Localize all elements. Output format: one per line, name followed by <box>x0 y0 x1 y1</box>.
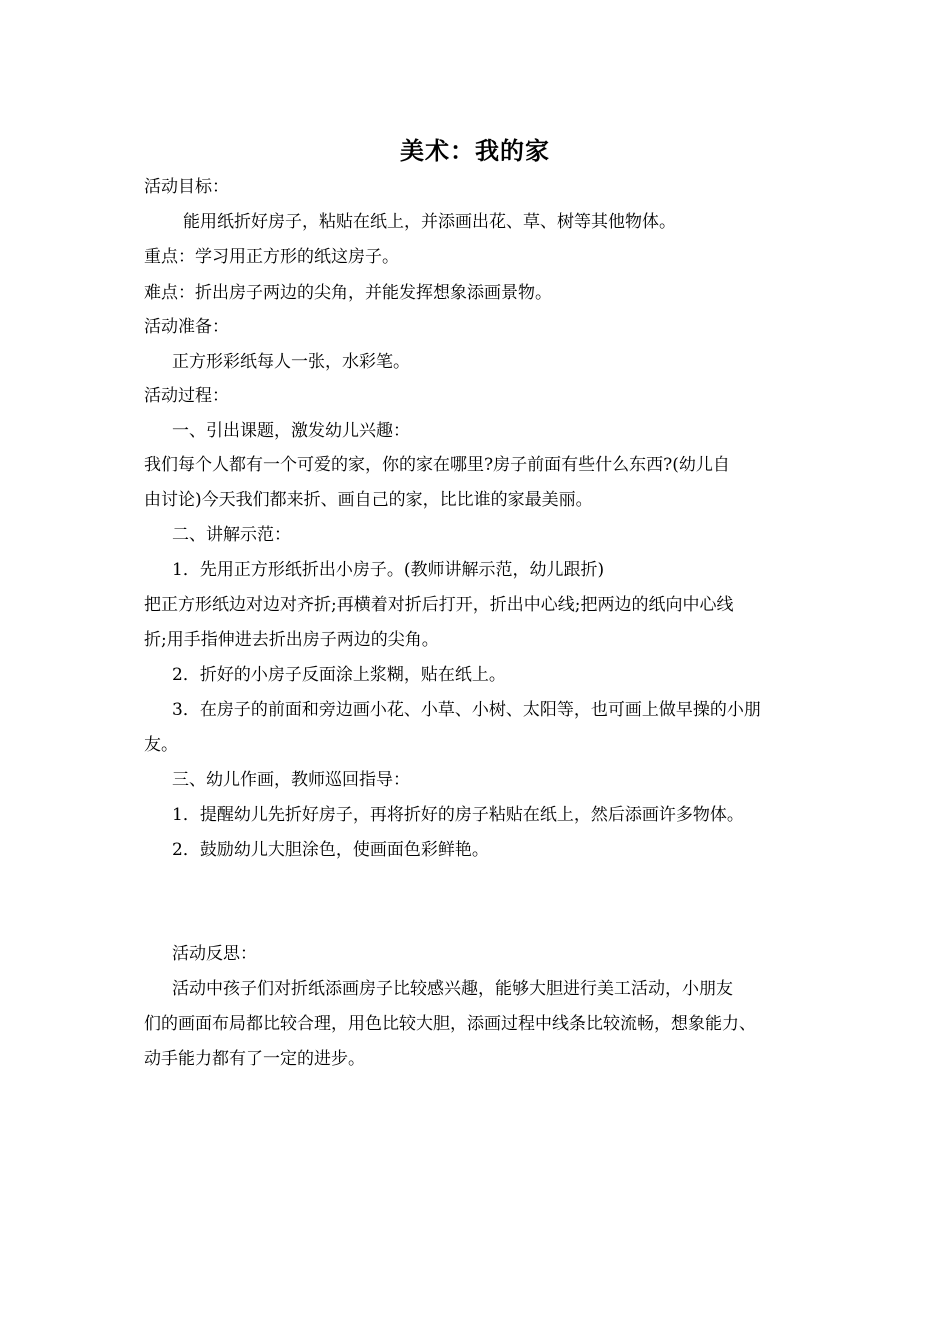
section-heading-process: 活动过程： <box>144 386 229 406</box>
process-step-2-detail-line-1: 把正方形纸边对边对齐折;再横着对折后打开，折出中心线;把两边的纸向中心线 <box>144 595 734 615</box>
process-step-2-heading: 二、讲解示范： <box>172 525 291 545</box>
page-title: 美术：我的家 <box>400 137 550 165</box>
process-step-2-item-3-line-2: 友。 <box>144 735 178 755</box>
section-heading-goals: 活动目标： <box>144 177 229 197</box>
section-heading-preparation: 活动准备： <box>144 317 229 337</box>
process-step-2-item-1: 1．先用正方形纸折出小房子。(教师讲解示范，幼儿跟折) <box>172 560 605 580</box>
difficulty-text: 难点：折出房子两边的尖角，并能发挥想象添画景物。 <box>144 283 552 303</box>
process-step-2-item-2: 2．折好的小房子反面涂上浆糊，贴在纸上。 <box>172 665 506 685</box>
section-heading-reflection: 活动反思： <box>172 944 257 964</box>
reflection-text-line-1: 活动中孩子们对折纸添画房子比较感兴趣，能够大胆进行美工活动，小朋友 <box>172 979 733 999</box>
process-step-1-heading: 一、引出课题，激发幼儿兴趣： <box>172 421 410 441</box>
process-step-3-item-1: 1．提醒幼儿先折好房子，再将折好的房子粘贴在纸上，然后添画许多物体。 <box>172 805 744 825</box>
preparation-text: 正方形彩纸每人一张，水彩笔。 <box>172 352 410 372</box>
process-step-3-heading: 三、幼儿作画，教师巡回指导： <box>172 770 410 790</box>
process-step-2-item-3-line-1: 3．在房子的前面和旁边画小花、小草、小树、太阳等，也可画上做早操的小朋 <box>172 700 761 720</box>
process-step-1-text-line-2: 由讨论)今天我们都来折、画自己的家，比比谁的家最美丽。 <box>144 490 593 510</box>
process-step-3-item-2: 2．鼓励幼儿大胆涂色，使画面色彩鲜艳。 <box>172 840 489 860</box>
reflection-text-line-2: 们的画面布局都比较合理，用色比较大胆，添画过程中线条比较流畅，想象能力、 <box>144 1014 756 1034</box>
goals-text: 能用纸折好房子，粘贴在纸上，并添画出花、草、树等其他物体。 <box>183 212 676 232</box>
reflection-text-line-3: 动手能力都有了一定的进步。 <box>144 1049 365 1069</box>
process-step-2-detail-line-2: 折;用手指伸进去折出房子两边的尖角。 <box>144 630 439 650</box>
key-point-text: 重点：学习用正方形的纸这房子。 <box>144 247 399 267</box>
process-step-1-text-line-1: 我们每个人都有一个可爱的家，你的家在哪里?房子前面有些什么东西?(幼儿自 <box>144 455 730 475</box>
